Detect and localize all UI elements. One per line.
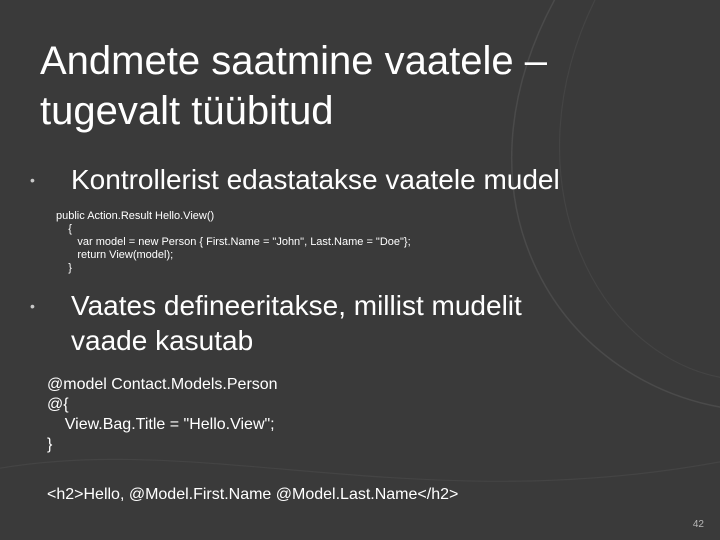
code-line: public Action.Result Hello.View() bbox=[56, 210, 215, 222]
bullet-dot: • bbox=[30, 298, 35, 314]
bullet-dot: • bbox=[30, 172, 35, 188]
code-line: return View(model); bbox=[56, 249, 174, 261]
slide-title-line: Andmete saatmine vaatele – bbox=[40, 39, 547, 83]
slide-title bbox=[40, 36, 680, 136]
code-line: View.Bag.Title = "Hello.View"; bbox=[47, 416, 275, 433]
controller-code-block bbox=[56, 210, 411, 275]
code-line: } bbox=[47, 436, 53, 453]
code-line: @model Contact.Models.Person bbox=[47, 376, 278, 393]
bullet-text bbox=[71, 162, 560, 197]
slide-title-line: tugevalt tüübitud bbox=[40, 89, 334, 133]
code-line: @{ bbox=[47, 396, 69, 413]
bullet-text-line: vaade kasutab bbox=[71, 325, 254, 356]
code-line: var model = new Person { First.Name = "John", Last.Name = "Doe"}; bbox=[56, 236, 411, 248]
page-number: 42 bbox=[692, 519, 704, 530]
view-model-code-block bbox=[47, 375, 278, 455]
code-line: } bbox=[56, 262, 72, 274]
bullet-text bbox=[71, 288, 522, 358]
bullet-text-line: Vaates defineeritakse, millist mudelit bbox=[71, 290, 522, 321]
bullet-text-line: Kontrollerist edastatakse vaatele mudel bbox=[71, 164, 560, 195]
code-line: { bbox=[56, 223, 72, 235]
html-code-line: <h2>Hello, @Model.First.Name @Model.Last.Name</h2> bbox=[47, 486, 459, 503]
